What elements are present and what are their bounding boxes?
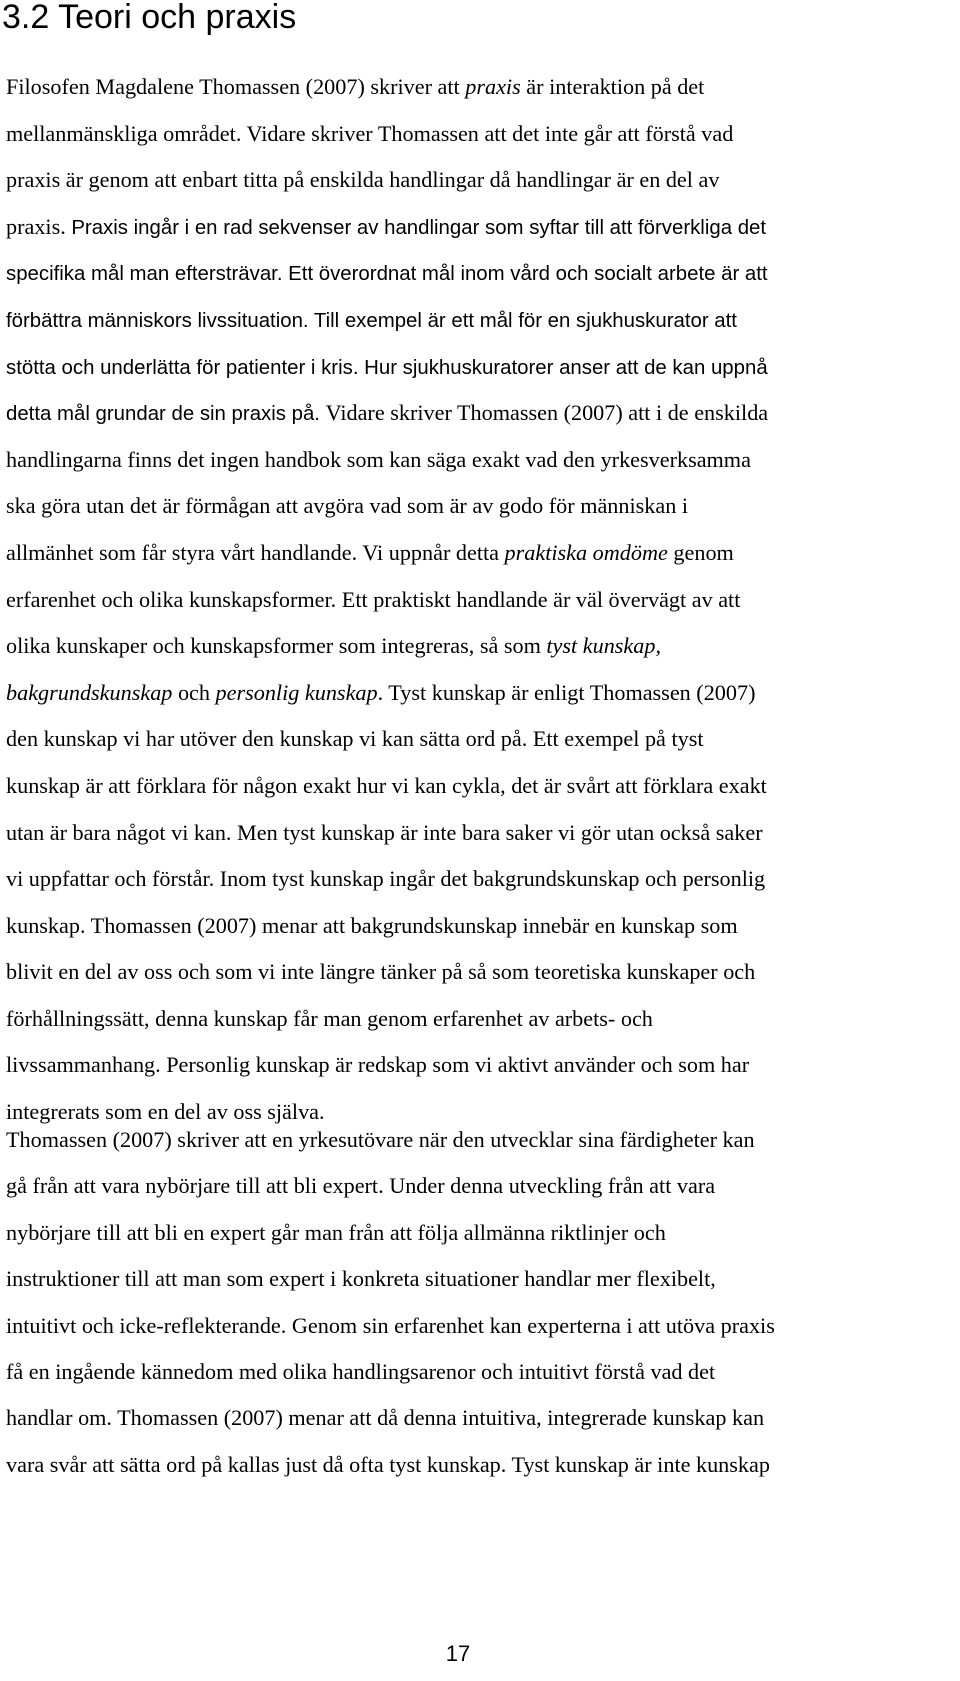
text-segment: livssammanhang. Personlig kunskap är redskap som vi aktivt använder och som har: [6, 1052, 750, 1078]
text-line: [6, 1303, 960, 1349]
paragraph-novice-expert: [6, 1117, 960, 1488]
text-line: [6, 390, 960, 437]
text-segment: genom: [667, 539, 734, 565]
text-line: [6, 483, 960, 530]
text-segment: gå från att vara nybörjare till att bli expert. Under denna utveckling från att vara: [6, 1173, 716, 1199]
paragraph-theory-praxis: [6, 64, 960, 1136]
text-segment: nybörjare till att bli en expert går man från att följa allmänna riktlinjer och: [6, 1219, 666, 1245]
text-segment: kunskap är att förklara för någon exakt hur vi kan cykla, det är svårt att förklara exakt: [6, 772, 767, 798]
text-line: [6, 1349, 960, 1395]
text-segment: mellanmänskliga området. Vidare skriver Thomassen att det inte går att förstå vad: [6, 120, 734, 146]
text-line: [6, 1042, 960, 1089]
text-line: [6, 577, 960, 624]
text-segment: erfarenhet och olika kunskapsformer. Ett praktiskt handlande är väl övervägt av att: [6, 586, 741, 612]
text-segment: intuitivt och icke-reflekterande. Genom sin erfarenhet kan experterna i att utöva praxis: [6, 1312, 775, 1338]
text-line: [6, 250, 960, 297]
text-line: [6, 949, 960, 996]
text-segment: ska göra utan det är förmågan att avgöra vad som är av godo för människan i: [6, 493, 689, 519]
text-segment: praxis.: [6, 213, 72, 239]
text-line: [6, 763, 960, 810]
text-segment: handlingarna finns det ingen handbok som kan säga exakt vad den yrkesverksamma: [6, 446, 751, 472]
text-segment: förhållningssätt, denna kunskap får man genom erfarenhet av arbets- och: [6, 1005, 653, 1031]
emphasized-term: bakgrundskunskap: [6, 679, 173, 705]
emphasized-term: personlig kunskap: [215, 679, 378, 705]
text-line: [6, 111, 960, 158]
emphasized-term: praxis: [465, 74, 521, 99]
text-line: [6, 64, 960, 111]
text-segment: blivit en del av oss och som vi inte längre tänker på så som teoretiska kunskaper och: [6, 959, 756, 985]
text-segment: integrerats som en del av oss själva.: [6, 1099, 325, 1125]
text-line: [6, 856, 960, 903]
text-segment: olika kunskaper och kunskapsformer som integreras, så som: [6, 633, 547, 659]
text-segment: Vidare skriver Thomassen (2007) att i de enskilda: [325, 400, 769, 426]
text-segment: vara svår att sätta ord på kallas just då ofta tyst kunskap. Tyst kunskap är inte kunskap: [6, 1451, 770, 1477]
text-line: [6, 996, 960, 1043]
text-segment: kunskap. Thomassen (2007) menar att bakgrundskunskap innebär en kunskap som: [6, 912, 738, 938]
text-segment: Praxis ingår i en rad sekvenser av handlingar som syftar till att förverkliga det: [71, 216, 767, 239]
text-segment: detta mål grundar de sin praxis på.: [6, 403, 326, 426]
emphasized-term: tyst kunskap,: [546, 633, 662, 659]
text-line: [6, 530, 960, 577]
text-segment: handlar om. Thomassen (2007) menar att då denna intuitiva, integrerade kunskap kan: [6, 1405, 765, 1431]
text-line: [6, 1210, 960, 1256]
text-segment: Filosofen Magdalene Thomassen (2007) skriver att: [6, 74, 466, 99]
text-line: [6, 670, 960, 717]
text-line: [6, 157, 960, 204]
text-segment: stötta och underlätta för patienter i kris. Hur sjukhuskuratorer anser att de kan uppnå: [6, 356, 768, 379]
text-segment: specifika mål man eftersträvar. Ett överordnat mål inom vård och socialt arbete är att: [6, 263, 768, 286]
text-line: [6, 204, 960, 251]
text-segment: är interaktion på det: [520, 74, 705, 99]
text-line: [6, 344, 960, 391]
text-line: [6, 437, 960, 484]
text-line: [6, 1442, 960, 1488]
text-segment: den kunskap vi har utöver den kunskap vi kan sätta ord på. Ett exempel på tyst: [6, 726, 704, 752]
text-segment: och: [172, 679, 216, 705]
text-segment: vi uppfattar och förstår. Inom tyst kunskap ingår det bakgrundskunskap och personlig: [6, 866, 766, 892]
text-segment: utan är bara något vi kan. Men tyst kunskap är inte bara saker vi gör utan också saker: [6, 819, 763, 845]
text-line: [6, 623, 960, 670]
emphasized-term: praktiska omdöme: [504, 539, 668, 565]
section-heading: 3.2 Teori och praxis: [2, 0, 297, 36]
text-line: [6, 1163, 960, 1209]
text-segment: förbättra människors livssituation. Till exempel är ett mål för en sjukhuskurator att: [6, 309, 737, 332]
text-line: [6, 903, 960, 950]
text-line: [6, 1256, 960, 1302]
text-segment: Thomassen (2007) skriver att en yrkesutövare när den utvecklar sina färdigheter kan: [6, 1127, 755, 1152]
text-segment: allmänhet som får styra vårt handlande. Vi uppnår detta: [6, 539, 505, 565]
text-line: [6, 810, 960, 857]
text-line: [6, 1117, 960, 1163]
page-number: 17: [445, 1641, 471, 1666]
text-segment: praxis är genom att enbart titta på enskilda handlingar då handlingar är en del av: [6, 167, 720, 193]
text-segment: . Tyst kunskap är enligt Thomassen (2007): [377, 679, 756, 705]
text-segment: instruktioner till att man som expert i konkreta situationer handlar mer flexibelt,: [6, 1266, 716, 1292]
text-line: [6, 1395, 960, 1441]
text-line: [6, 716, 960, 763]
text-segment: få en ingående kännedom med olika handlingsarenor och intuitivt förstå vad det: [6, 1358, 716, 1384]
text-line: [6, 297, 960, 344]
